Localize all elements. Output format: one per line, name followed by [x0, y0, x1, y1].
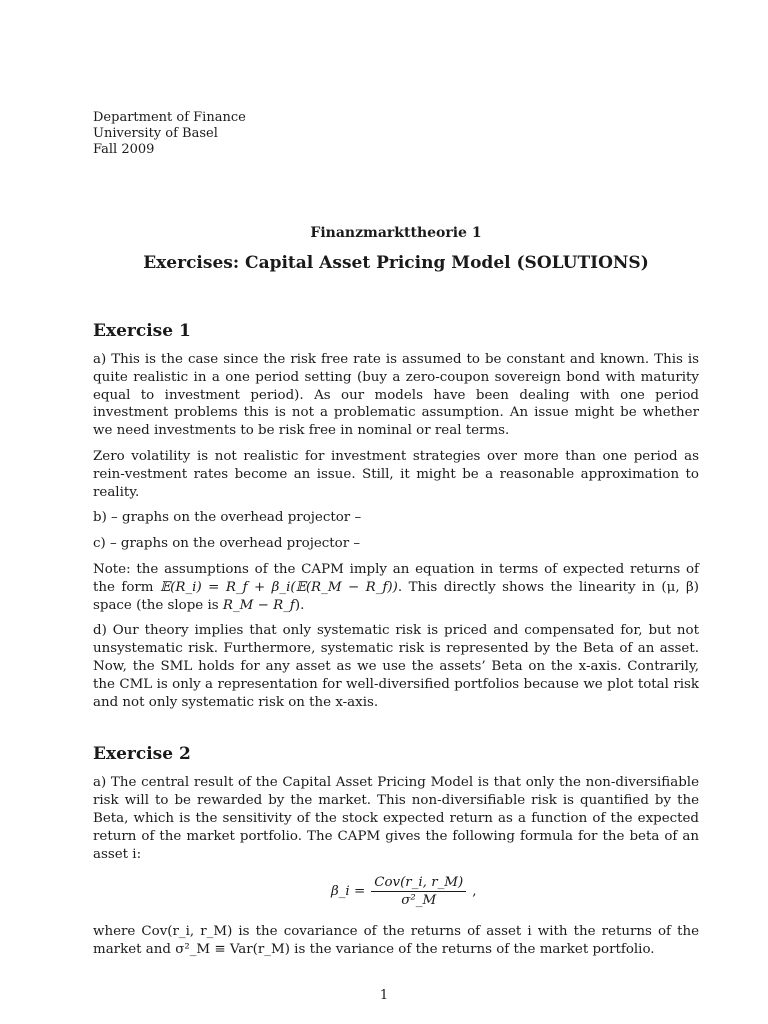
exercise-1-note [93, 561, 699, 614]
note-capm-formula: 𝔼(R_i) = R_f + β_i(𝔼(R_M − R_f)) [159, 579, 398, 595]
exercise-2-section [93, 743, 699, 959]
beta-formula [93, 875, 699, 915]
page-number: 1 [379, 988, 389, 1003]
document-title: Exercises: Capital Asset Pricing Model (SOLUTIONS) [143, 253, 649, 273]
exercise-1-section [93, 320, 699, 711]
note-slope: R_M − R_f [222, 597, 295, 613]
note-text-2: . This directly shows the linearity in (μ, β) space (the slope is [93, 579, 700, 613]
course-title: Finanzmarkttheorie 1 [310, 225, 482, 241]
university-line: University of Basel [93, 126, 218, 141]
formula-numerator: Cov(r_i, r_M) [371, 875, 466, 892]
document-page [93, 110, 699, 959]
term-line: Fall 2009 [93, 142, 155, 157]
exercise-1-part-d: d) Our theory implies that only systematic risk is priced and compensated for, but not unsystematic risk. Furthermore, systematic risk is represented by the Beta of an asset. Now, the SML holds for any asset as we use the assets’ Beta on the x-axis. Contrarily, the CML is only a representation for well-diversified portfolios because we plot total risk and not only systematic risk on the x-axis. [93, 623, 699, 710]
note-text-3: ). [294, 597, 305, 613]
exercise-1-part-c: c) – graphs on the overhead projector – [93, 536, 361, 552]
exercise-1-part-a: a) This is the case since the risk free rate is assumed to be constant and known. This is quite realistic in a one period setting (buy a zero-coupon sovereign bond with maturity equal to investment period). As our models have been dealing with one period investment problems this is not a problematic assumption. An issue might be whether we need investments to be risk free in nominal or real terms. [93, 352, 699, 439]
note-text-1: Note: the assumptions of the CAPM imply an equation in terms of expected returns of the form [93, 561, 699, 595]
department-line: Department of Finance [93, 110, 246, 125]
header-block [93, 110, 699, 158]
exercise-2-heading: Exercise 2 [93, 744, 191, 765]
formula-lhs: β_i = [331, 884, 366, 900]
formula-fraction [371, 875, 466, 908]
exercise-1-part-b: b) – graphs on the overhead projector – [93, 510, 362, 526]
formula-denominator: σ²_M [401, 893, 437, 909]
exercise-1-zero-volatility: Zero volatility is not realistic for investment strategies over more than one period as rein-vestment rates become an issue. Still, it might be a reasonable approximation to reality. [93, 448, 699, 500]
formula-tail: , [472, 884, 477, 900]
exercise-2-part-a: a) The central result of the Capital Asset Pricing Model is that only the non-diversifiable risk will to be rewarded by the market. This non-diversifiable risk is quantified by the Beta, which is the sensitivity of the stock expected return as a function of the expected return of the market portfolio. The CAPM gives the following formula for the beta of an asset i: [93, 775, 699, 862]
exercise-1-heading: Exercise 1 [93, 321, 191, 341]
exercise-2-where: where Cov(r_i, r_M) is the covariance of the returns of asset i with the returns of the market and σ²_M ≡ Var(r_M) is the variance of the returns of the market portfolio. [93, 924, 699, 958]
title-block [93, 224, 699, 274]
